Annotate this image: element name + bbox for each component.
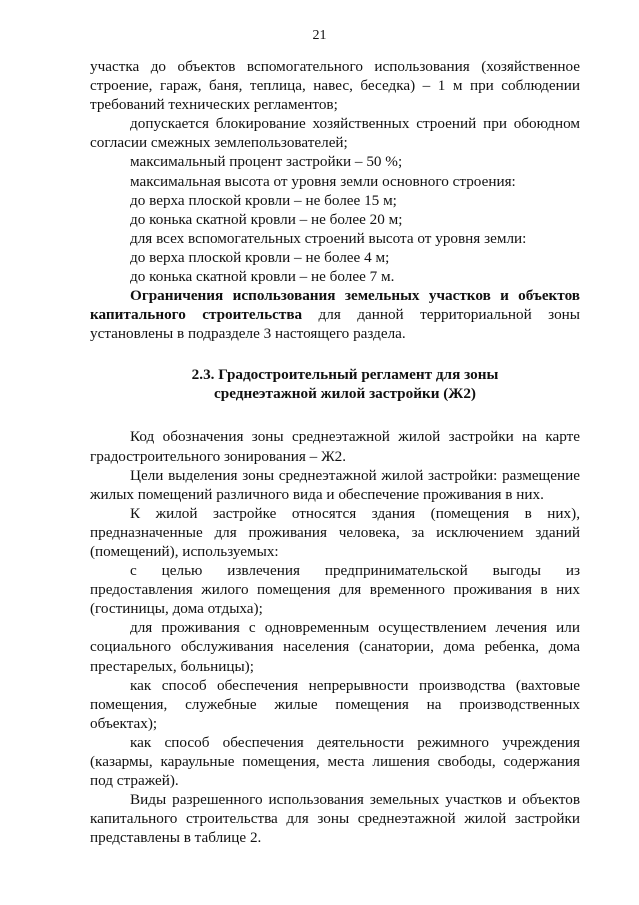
restrictions-text: для данной территориальной зоны установлены в подразделе 3 настоящего раздела. (90, 306, 580, 343)
paragraph-zone-goals: Цели выделения зоны среднеэтажной жилой застройки: размещение жилых помещений различного вида и обеспечение проживания в них. (90, 466, 580, 503)
paragraph-flat-roof-main: до верха плоской кровли – не более 15 м; (130, 191, 397, 209)
paragraph-flat-roof-aux: до верха плоской кровли – не более 4 м; (130, 248, 390, 266)
paragraph-pitched-roof-main: до конька скатной кровли – не более 20 м; (130, 210, 403, 228)
paragraph-exception-regime: как способ обеспечения деятельности режимного учреждения (казармы, караульные помещения, места лишения свободы, содержания под стражей). (90, 733, 580, 790)
paragraph-max-height: максимальная высота от уровня земли основного строения: (130, 172, 516, 190)
paragraph-exception-business: с целью извлечения предпринимательской выгоды из предоставления жилого помещения для временного проживания в них (гостиницы, дома отдыха); (90, 562, 580, 618)
paragraph-exception-treatment: для проживания с одновременным осуществлением лечения или социального обслуживания населения (санатории, дома ребенка, дома престарелых, больницы); (90, 619, 580, 675)
document-body (90, 57, 580, 847)
paragraph-zone-code: Код обозначения зоны среднеэтажной жилой застройки на карте градостроительного зонирования – Ж2. (90, 428, 580, 465)
paragraph-setback: участка до объектов вспомогательного использования (хозяйственное строение, гараж, баня, теплица, навес, беседка) – 1 м при соблюдении требований технических регламентов; (90, 58, 580, 114)
paragraph-pitched-roof-aux: до конька скатной кровли – не более 7 м. (130, 268, 395, 286)
paragraph-restrictions (90, 286, 580, 343)
paragraph-exception-production: как способ обеспечения непрерывности производства (вахтовые помещения, служебные жилые помещения на производственных объектах); (90, 676, 580, 732)
paragraph-permitted-uses: Виды разрешенного использования земельных участков и объектов капитального строительства для зоны среднеэтажной жилой застройки представлены в таблице 2. (90, 791, 580, 847)
page-number: 21 (312, 28, 327, 43)
restrictions-bold-text: Ограничения использования земельных участков и объектов капитального строительства (90, 287, 580, 324)
paragraph-residential-definition: К жилой застройке относятся здания (помещения в них), предназначенные для проживания человека, за исключением зданий (помещений), используемых: (90, 504, 580, 560)
paragraph-auxiliary-height: для всех вспомогательных строений высота от уровня земли: (130, 229, 527, 247)
section-heading: 2.3. Градостроительный регламент для зоны среднеэтажной жилой застройки (Ж2) (191, 366, 499, 403)
paragraph-blocking: допускается блокирование хозяйственных строений при обоюдном согласии смежных землепользователей; (90, 115, 580, 152)
paragraph-max-percent: максимальный процент застройки – 50 %; (130, 153, 403, 171)
